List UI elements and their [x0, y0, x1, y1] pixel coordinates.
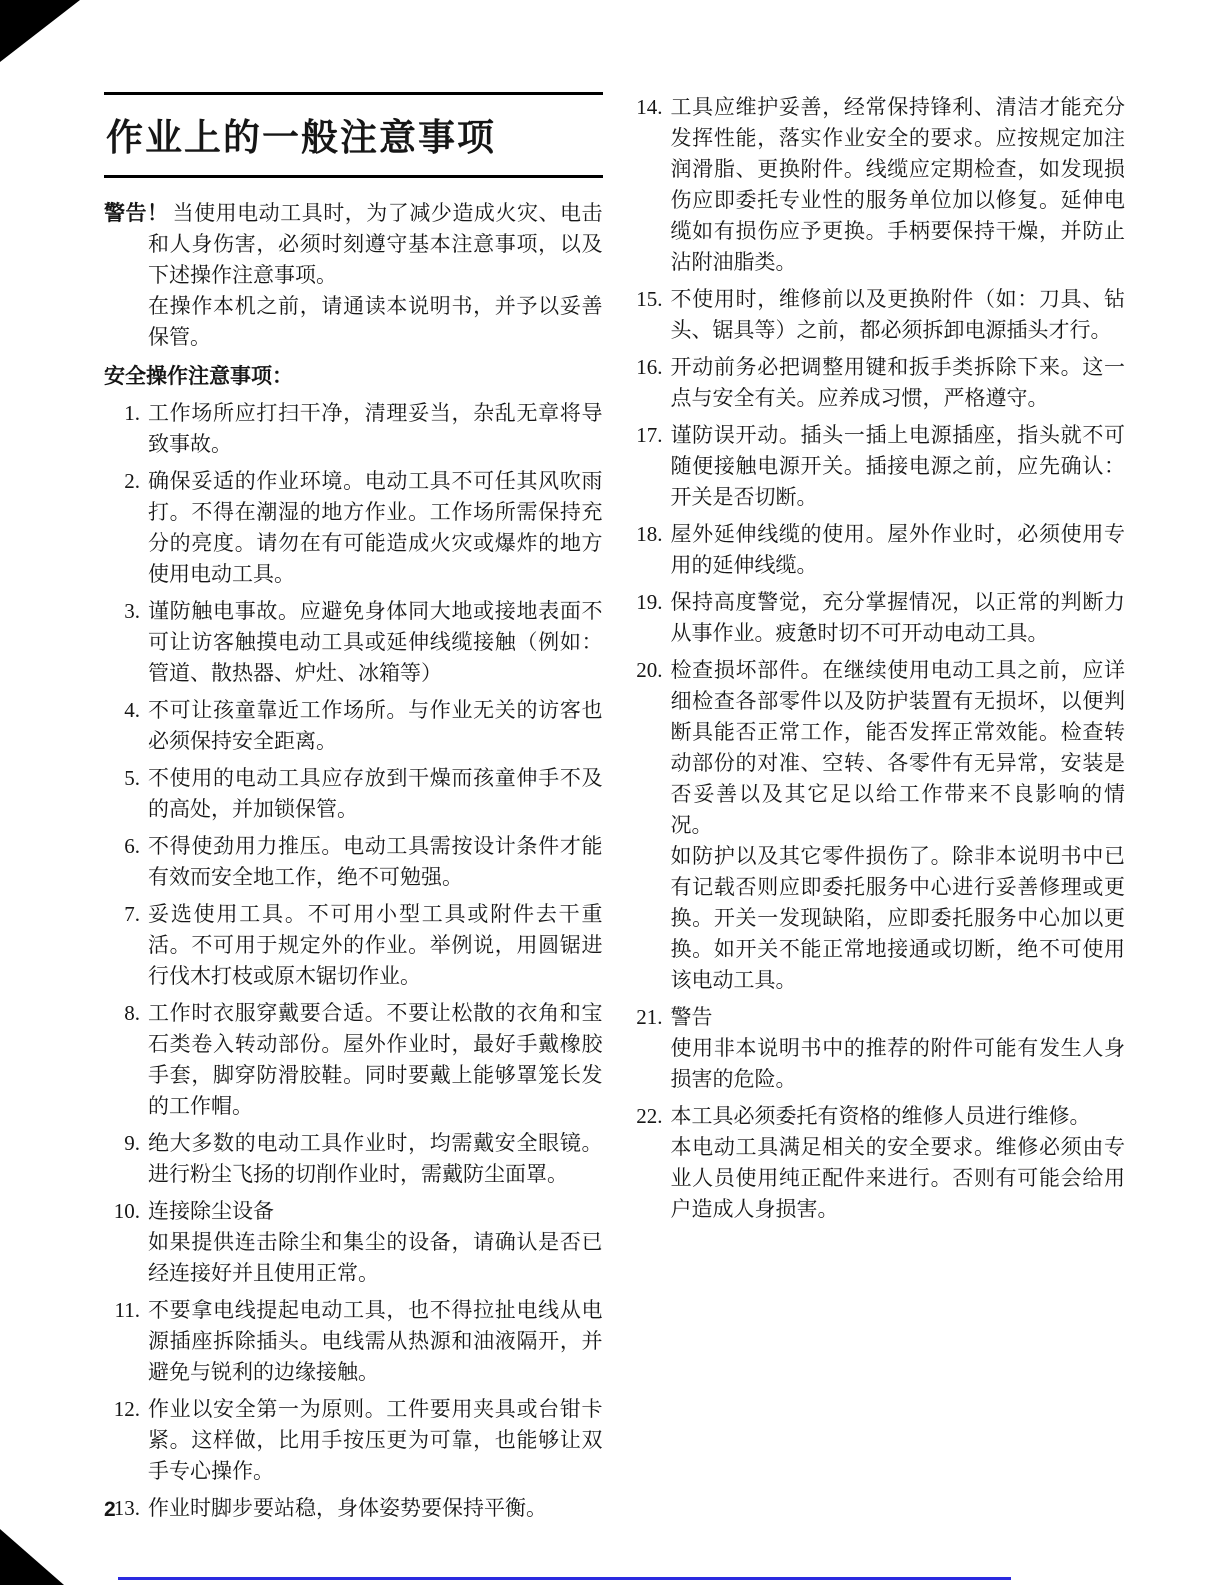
item-number: 12.: [113, 1397, 140, 1421]
item-text: [671, 587, 1126, 649]
item-text: [148, 1128, 603, 1190]
item-number: 6.: [124, 834, 140, 858]
list-item: [104, 695, 603, 757]
scan-artifact-blue-line: [118, 1577, 1011, 1580]
page-number: 2: [104, 1498, 116, 1521]
item-paragraph: 不使用时，维修前以及更换附件（如：刀具、钻头、锯具等）之前，都必须拆卸电源插头才行。: [670, 287, 1125, 342]
item-paragraph: 本工具必须委托有资格的维修人员进行维修。: [670, 1104, 1091, 1128]
page-content: [104, 92, 1125, 1530]
item-paragraph: 检查损坏部件。在继续使用电动工具之前，应详细检查各部零件以及防护装置有无损坏，以便判断具能否正常工作，能否发挥正常效能。检查转动部份的对准、空转、各零件有无异常，安装是否妥善以及其它足以给工作带来不良影响的情况。: [670, 658, 1125, 837]
item-paragraph: 工具应维护妥善，经常保持锋利、清洁才能充分发挥性能，落实作业安全的要求。应按规定加注润滑脂、更换附件。线缆应定期检查，如发现损伤应即委托专业性的服务单位加以修复。延伸电缆如有损伤应予更换。手柄要保持干燥，并防止沾附油脂类。: [670, 95, 1125, 274]
item-text: [671, 284, 1126, 346]
item-paragraph: 工作场所应打扫干净，清理妥当，杂乱无章将导致事故。: [148, 401, 603, 456]
item-text: [671, 1101, 1126, 1225]
list-item: [104, 899, 603, 992]
item-number: 13.: [113, 1496, 140, 1520]
item-text: [671, 655, 1126, 996]
warning-paragraph-2: 在操作本机之前，请通读本说明书，并予以妥善保管。: [148, 294, 603, 349]
list-item: [627, 352, 1126, 414]
item-paragraph: 不要拿电线提起电动工具，也不得拉扯电线从电源插座拆除插头。电线需从热源和油液隔开，并避免与锐利的边缘接触。: [148, 1298, 603, 1384]
item-paragraph: 不得使劲用力推压。电动工具需按设计条件才能有效而安全地工作，绝不可勉强。: [148, 834, 603, 889]
item-number: 16.: [636, 355, 663, 379]
right-column: [627, 92, 1126, 1530]
item-text: [671, 352, 1126, 414]
item-number: 9.: [124, 1131, 140, 1155]
item-number: 2.: [124, 469, 140, 493]
item-number: 11.: [114, 1298, 140, 1322]
scan-artifact-bottom-left: [0, 1529, 64, 1585]
list-item: [627, 587, 1126, 649]
scan-artifact-top-left: [0, 0, 80, 62]
item-text: [148, 398, 603, 460]
item-paragraph: 作业以安全第一为原则。工件要用夹具或台钳卡紧。这样做，比用手按压更为可靠，也能够让双手专心操作。: [148, 1397, 603, 1483]
item-paragraph: 作业时脚步要站稳，身体姿势要保持平衡。: [148, 1496, 547, 1520]
item-text: [148, 596, 603, 689]
item-text: [671, 1002, 1126, 1095]
item-number: 17.: [636, 423, 663, 447]
item-text: [148, 763, 603, 825]
item-paragraph: 保持高度警觉，充分掌握情况，以正常的判断力从事作业。疲惫时切不可开动电动工具。: [670, 590, 1125, 645]
list-item: [104, 831, 603, 893]
item-text: [148, 466, 603, 590]
list-item: [104, 466, 603, 590]
item-number: 14.: [636, 95, 663, 119]
item-paragraph: 谨防误开动。插头一插上电源插座，指头就不可随便接触电源开关。插接电源之前，应先确认：开关是否切断。: [670, 423, 1125, 509]
safety-items-1-13: [104, 398, 603, 1524]
item-paragraph: 连接除尘设备: [148, 1199, 274, 1223]
item-text: [148, 998, 603, 1122]
warning-paragraph: [104, 198, 603, 291]
list-item: [627, 1002, 1126, 1095]
item-number: 20.: [636, 658, 663, 682]
item-paragraph: 屋外延伸线缆的使用。屋外作业时，必须使用专用的延伸线缆。: [670, 522, 1125, 577]
item-paragraph: 本电动工具满足相关的安全要求。维修必须由专业人员使用纯正配件来进行。否则有可能会给用户造成人身损害。: [670, 1135, 1125, 1221]
item-text: [148, 831, 603, 893]
item-paragraph: 警告: [670, 1005, 713, 1029]
page-title: 作业上的一般注意事项: [104, 92, 603, 178]
list-item: [627, 284, 1126, 346]
item-paragraph: 不可让孩童靠近工作场所。与作业无关的访客也必须保持安全距离。: [148, 698, 603, 753]
item-number: 10.: [113, 1199, 140, 1223]
item-paragraph: 开动前务必把调整用键和扳手类拆除下来。这一点与安全有关。应养成习惯，严格遵守。: [670, 355, 1125, 410]
safety-items-14-22: [627, 92, 1126, 1225]
item-number: 18.: [636, 522, 663, 546]
warning-label: 警告！: [104, 202, 169, 225]
item-text: [671, 420, 1126, 513]
item-text: [671, 92, 1126, 278]
list-item: [627, 1101, 1126, 1225]
item-number: 7.: [124, 902, 140, 926]
item-text: [148, 695, 603, 757]
item-paragraph: 如防护以及其它零件损伤了。除非本说明书中已有记载否则应即委托服务中心进行妥善修理或更换。开关一发现缺陷，应即委托服务中心加以更换。如开关不能正常地接通或切断，绝不可使用该电动工具。: [670, 844, 1125, 992]
item-number: 1.: [124, 401, 140, 425]
item-paragraph: 不使用的电动工具应存放到干燥而孩童伸手不及的高处，并加锁保管。: [148, 766, 603, 821]
list-item: [104, 763, 603, 825]
list-item: [104, 1196, 603, 1289]
item-paragraph: 妥选使用工具。不可用小型工具或附件去干重活。不可用于规定外的作业。举例说，用圆锯进行伐木打枝或原木锯切作业。: [148, 902, 603, 988]
item-paragraph: 绝大多数的电动工具作业时，均需戴安全眼镜。进行粉尘飞扬的切削作业时，需戴防尘面罩。: [148, 1131, 603, 1186]
list-item: [104, 1295, 603, 1388]
item-text: [671, 519, 1126, 581]
item-number: 5.: [124, 766, 140, 790]
item-paragraph: 使用非本说明书中的推荐的附件可能有发生人身损害的危险。: [670, 1036, 1125, 1091]
list-item: [104, 1493, 603, 1524]
item-text: [148, 1295, 603, 1388]
item-paragraph: 确保妥适的作业环境。电动工具不可任其风吹雨打。不得在潮湿的地方作业。工作场所需保持充分的亮度。请勿在有可能造成火灾或爆炸的地方使用电动工具。: [148, 469, 603, 586]
item-number: 4.: [124, 698, 140, 722]
list-item: [627, 92, 1126, 278]
list-item: [104, 596, 603, 689]
item-text: [148, 1394, 603, 1487]
warning-text: 当使用电动工具时，为了减少造成火灾、电击和人身伤害，必须时刻遵守基本注意事项，以及下述操作注意事项。: [148, 201, 603, 287]
item-number: 15.: [636, 287, 663, 311]
left-column: [104, 92, 603, 1530]
list-item: [104, 1128, 603, 1190]
item-paragraph: 谨防触电事故。应避免身体同大地或接地表面不可让访客触摸电动工具或延伸线缆接触（例如：管道、散热器、炉灶、冰箱等）: [148, 599, 603, 685]
list-item: [627, 655, 1126, 996]
list-item: [627, 519, 1126, 581]
list-item: [104, 398, 603, 460]
item-number: 3.: [124, 599, 140, 623]
item-number: 19.: [636, 590, 663, 614]
item-number: 8.: [124, 1001, 140, 1025]
item-number: 21.: [636, 1005, 663, 1029]
section-heading: 安全操作注意事项：: [104, 365, 293, 388]
item-number: 22.: [636, 1104, 663, 1128]
item-paragraph: 工作时衣服穿戴要合适。不要让松散的衣角和宝石类卷入转动部份。屋外作业时，最好手戴橡胶手套，脚穿防滑胶鞋。同时要戴上能够罩笼长发的工作帽。: [148, 1001, 603, 1118]
item-paragraph: 如果提供连击除尘和集尘的设备，请确认是否已经连接好并且使用正常。: [148, 1230, 603, 1285]
item-text: [148, 899, 603, 992]
list-item: [627, 420, 1126, 513]
list-item: [104, 998, 603, 1122]
item-text: [148, 1196, 603, 1289]
list-item: [104, 1394, 603, 1487]
item-text: [148, 1493, 603, 1524]
